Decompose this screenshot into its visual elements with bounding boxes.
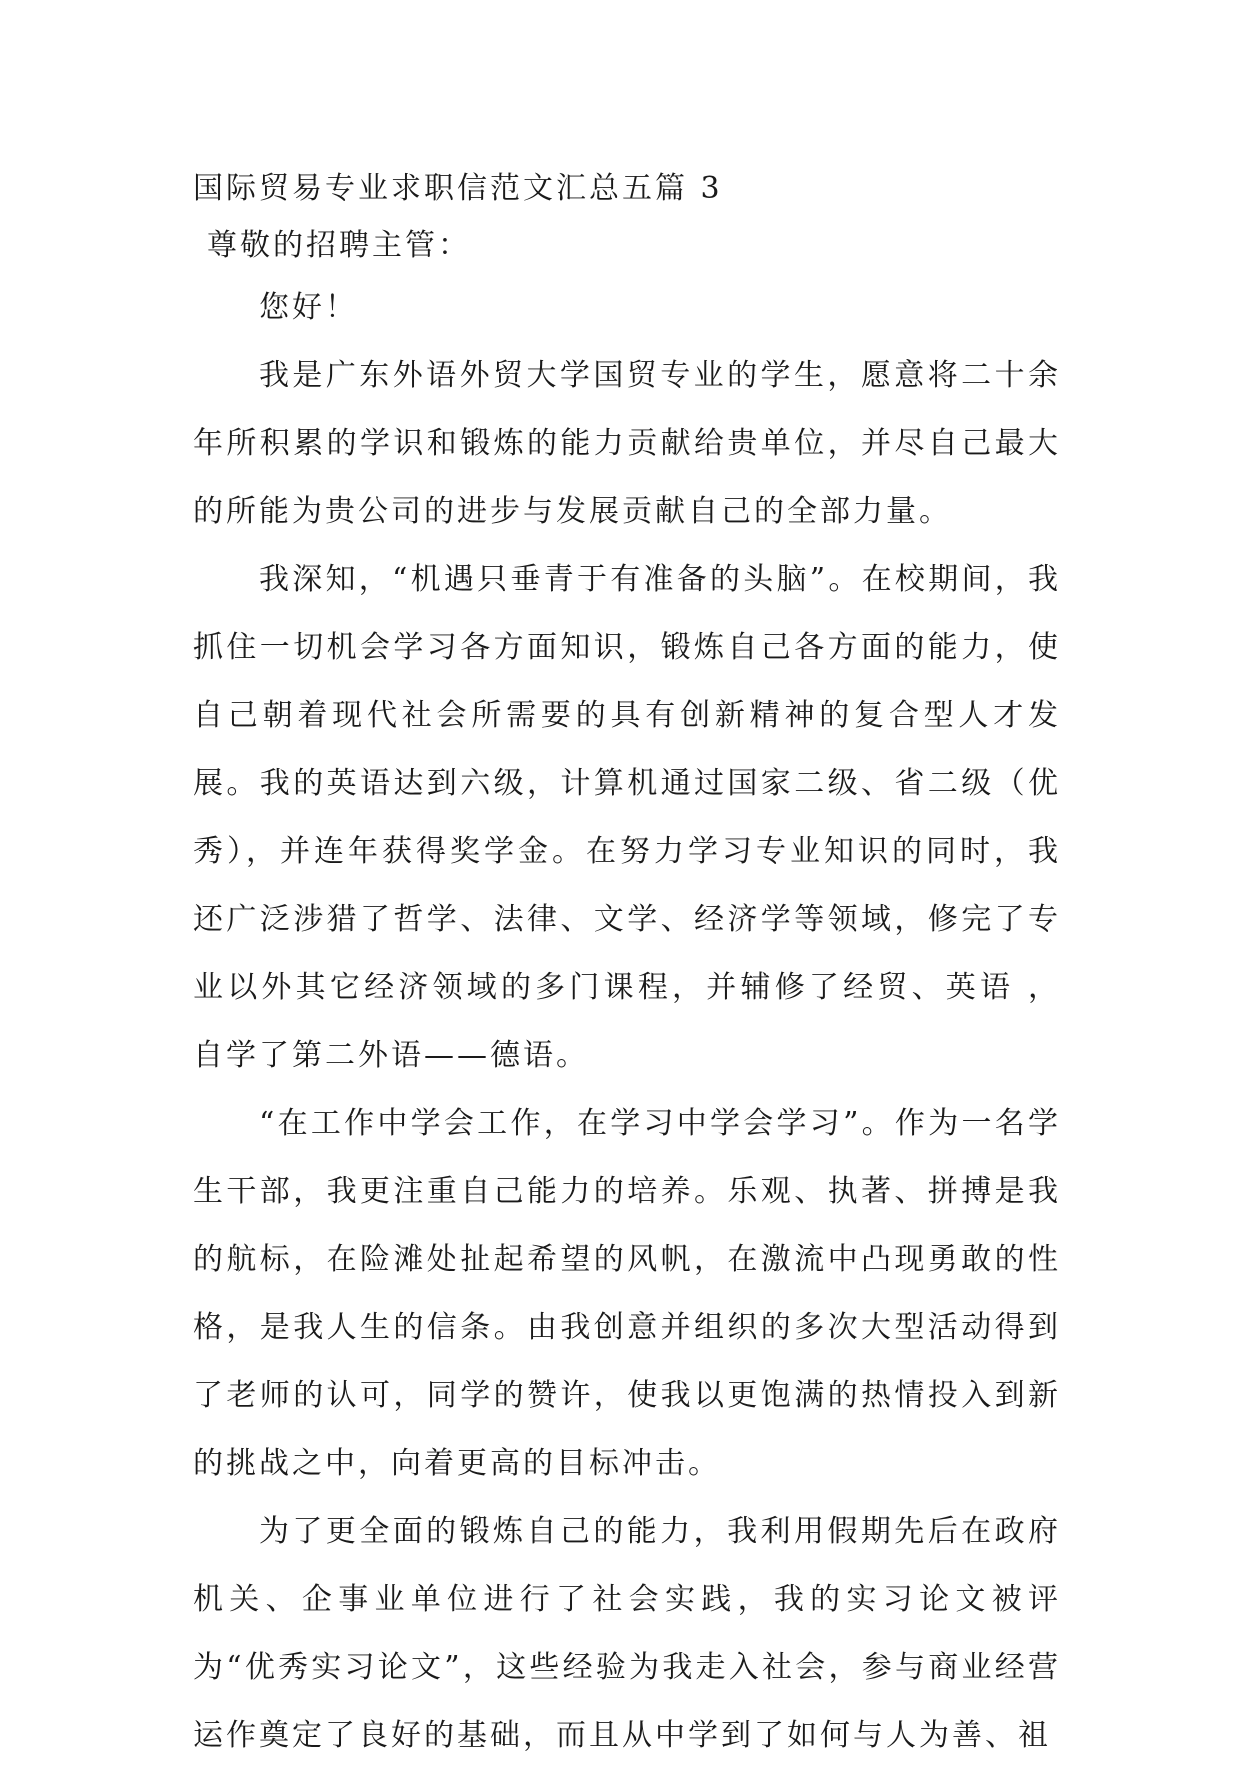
paragraph-leadership: “在工作中学会工作，在学习中学会学习”。作为一名学生干部，我更注重自己能力的培养。乐观、执著、拼搏是我的航标，在险滩处扯起希望的风帆，在激流中凸现勇敢的性格，是我人生的信条。由我创意并组织的多次大型活动得到了老师的认可，同学的赞许，使我以更饱满的热情投入到新的挑战之中，向着更高的目标冲击。 <box>193 1106 1061 1481</box>
paragraph-education: 我深知，“机遇只垂青于有准备的头脑”。在校期间，我抓住一切机会学习各方面知识，锻炼自己各方面的能力，使自己朝着现代社会所需要的具有创新精神的复合型人才发展。我的英语达到六级，计算机通过国家二级、省二级（优秀），并连年获得奖学金。在努力学习专业知识的同时，我还广泛涉猎了哲学、法律、文学、经济学等领域，修完了专业以外其它经济领域的多门课程，并辅修了经贸、英语 ，自学了第二外语——德语。 <box>193 562 1061 1073</box>
salutation: 尊敬的招聘主管： <box>207 228 471 263</box>
document-body <box>193 160 1061 1770</box>
paragraph-practice: 为了更全面的锻炼自己的能力，我利用假期先后在政府机关、企事业单位进行了社会实践，我的实习论文被评为“优秀实习论文”，这些经验为我走入社会，参与商业经营运作奠定了良好的基础，而且从中学到了如何与人为善、祖 <box>193 1514 1061 1753</box>
paragraph-introduction: 我是广东外语外贸大学国贸专业的学生，愿意将二十余年所积累的学识和锻炼的能力贡献给贵单位，并尽自己最大的所能为贵公司的进步与发展贡献自己的全部力量。 <box>193 358 1061 529</box>
document-title: 国际贸易专业求职信范文汇总五篇 3 <box>193 171 723 206</box>
greeting: 您好！ <box>259 290 358 325</box>
